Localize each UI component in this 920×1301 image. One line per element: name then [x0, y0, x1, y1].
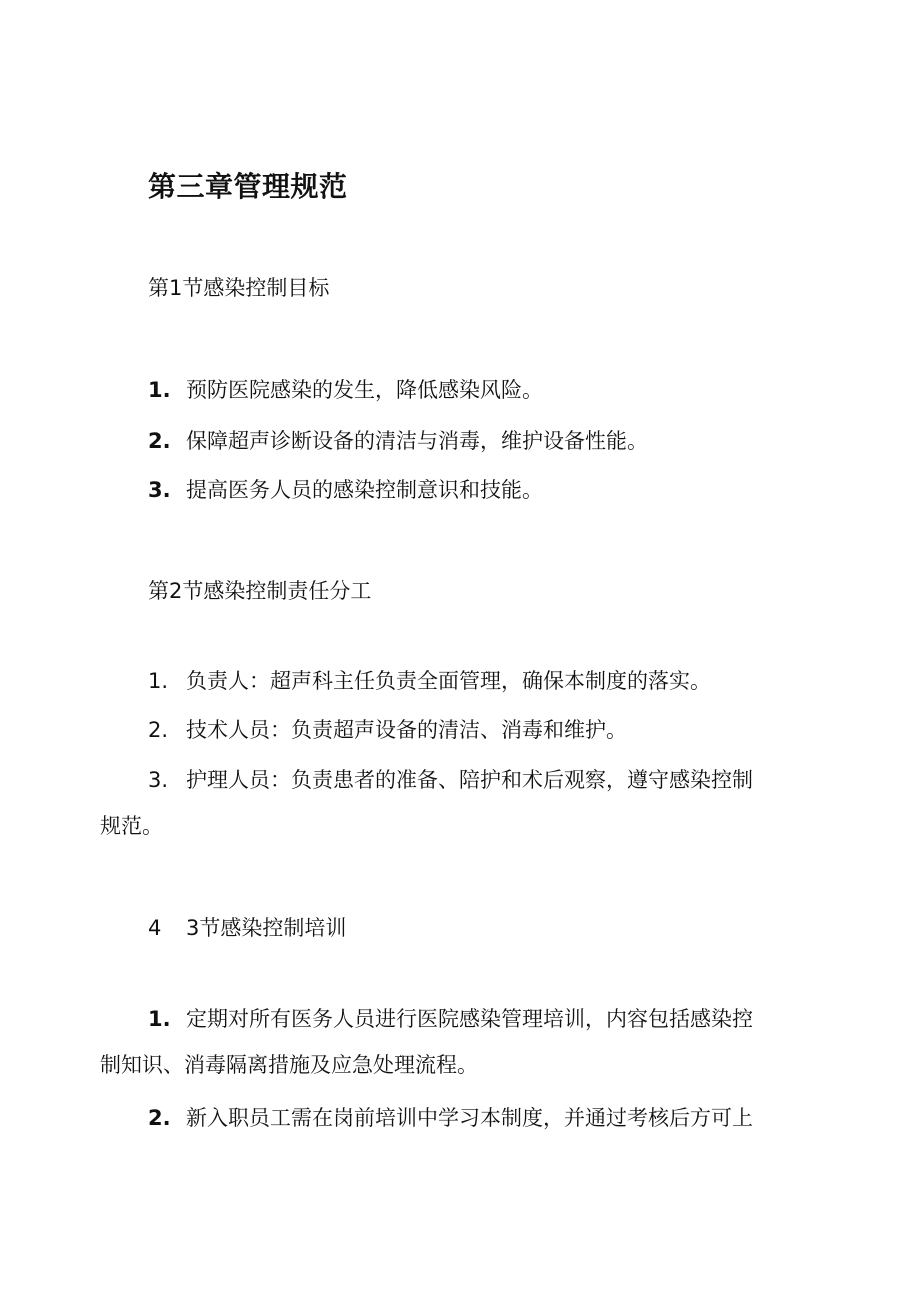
item-text: 负责人：超声科主任负责全面管理，确保本制度的落实。 [186, 669, 711, 693]
item-text: 新入职员工需在岗前培训中学习本制度，并通过考核后方可上 [186, 1106, 753, 1130]
section-title-2: 第2节感染控制责任分工 [148, 579, 372, 603]
item-text: 护理人员：负责患者的准备、陪护和术后观察，遵守感染控制 [186, 768, 753, 792]
list-item [100, 757, 820, 849]
item-text-continuation: 规范。 [100, 814, 163, 838]
list-item [148, 418, 820, 464]
item-text: 定期对所有医务人员进行医院感染管理培训，内容包括感染控 [186, 1007, 753, 1031]
item-number: 2. [148, 1106, 171, 1130]
item-number: 3. [148, 478, 171, 502]
section-title-1: 第1节感染控制目标 [148, 276, 330, 300]
section-prefix: 4 [148, 916, 162, 940]
section-title-text: 3节感染控制培训 [186, 916, 347, 940]
item-number: 3. [148, 768, 169, 792]
chapter-title: 第三章管理规范 [148, 170, 348, 203]
list-item [148, 707, 820, 753]
item-text-continuation: 制知识、消毒隔离措施及应急处理流程。 [100, 1053, 478, 1077]
item-text: 提高医务人员的感染控制意识和技能。 [186, 478, 543, 502]
item-number: 1. [148, 669, 169, 693]
item-text: 保障超声诊断设备的清洁与消毒，维护设备性能。 [186, 429, 648, 453]
item-number: 2. [148, 718, 169, 742]
item-number: 2. [148, 429, 171, 453]
list-item [148, 658, 820, 704]
list-item [100, 996, 820, 1088]
item-text: 技术人员：负责超声设备的清洁、消毒和维护。 [186, 718, 627, 742]
list-item [148, 367, 820, 413]
section-title-3 [148, 912, 346, 942]
item-number: 1. [148, 378, 171, 402]
list-item [148, 467, 820, 513]
item-text: 预防医院感染的发生，降低感染风险。 [186, 378, 543, 402]
list-item [148, 1095, 820, 1141]
item-number: 1. [148, 1007, 171, 1031]
